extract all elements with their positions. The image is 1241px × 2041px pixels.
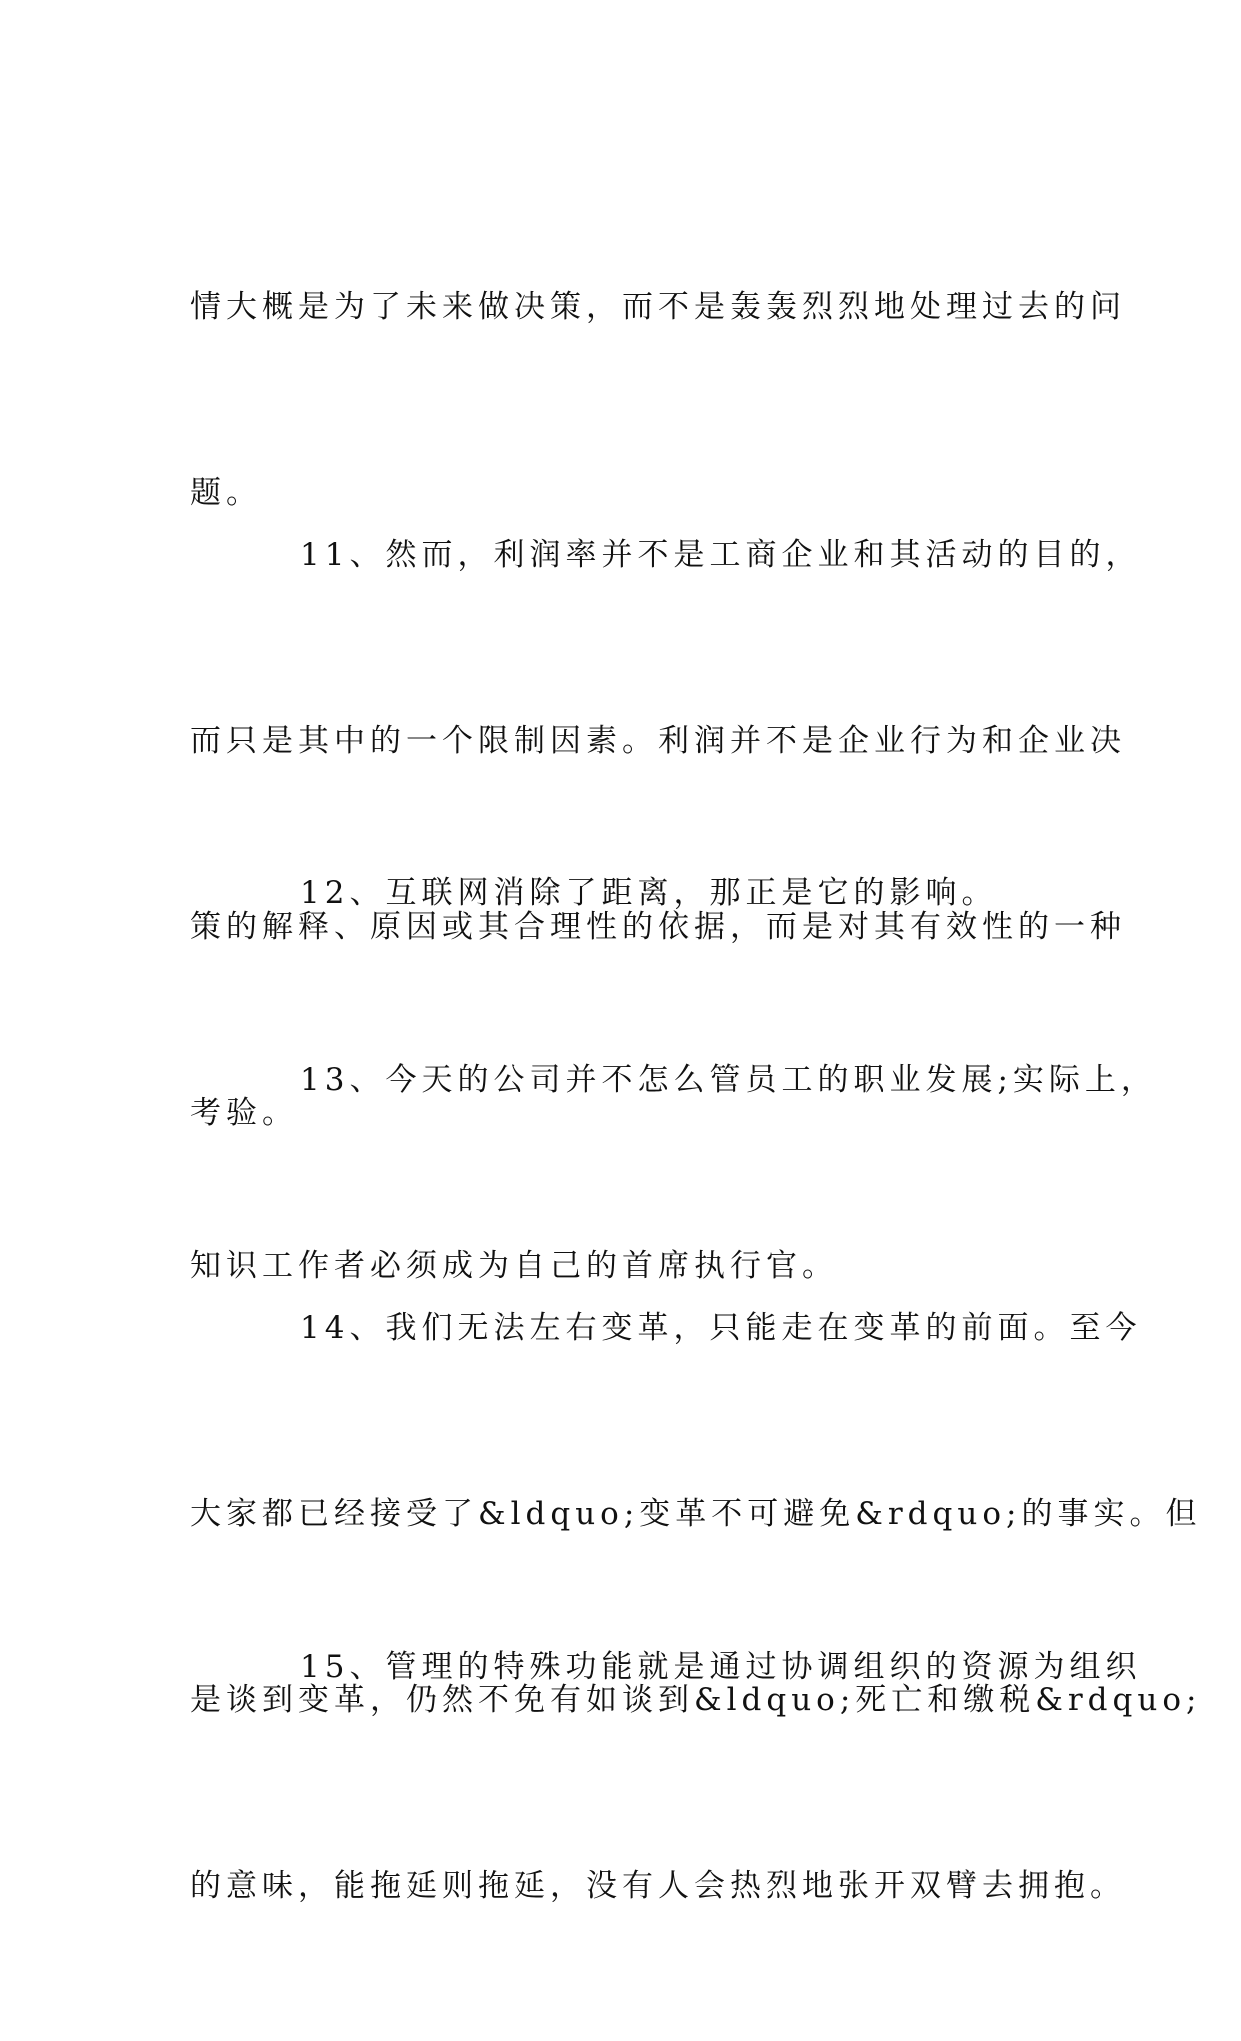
text-line: 情大概是为了未来做决策，而不是轰轰烈烈地处理过去的问 (190, 289, 1126, 325)
text-line: 大家都已经接受了&ldquo;变革不可避免&rdquo;的事实。但 (190, 1496, 1202, 1532)
text-line: 12、互联网消除了距离，那正是它的影响。 (300, 875, 998, 911)
text-line: 策的解释、原因或其合理性的依据，而是对其有效性的一种 (190, 909, 1126, 945)
text-line: 是谈到变革，仍然不免有如谈到&ldquo;死亡和缴税&rdquo; (190, 1682, 1202, 1718)
text-line: 知识工作者必须成为自己的首席执行官。 (190, 1248, 838, 1284)
text-line: 14、我们无法左右变革，只能走在变革的前面。至今 (300, 1310, 1142, 1346)
text-line: 题。 (190, 475, 262, 511)
text-line: 11、然而，利润率并不是工商企业和其活动的目的， (300, 537, 1142, 573)
text-line: 而只是其中的一个限制因素。利润并不是企业行为和企业决 (190, 723, 1126, 759)
text-line: 考验。 (190, 1095, 298, 1131)
text-line: 13、今天的公司并不怎么管员工的职业发展;实际上， (300, 1062, 1157, 1098)
text-line: 的意味，能拖延则拖延，没有人会热烈地张开双臂去拥抱。 (190, 1868, 1126, 1904)
text-line: 15、管理的特殊功能就是通过协调组织的资源为组织 (300, 1649, 1142, 1685)
